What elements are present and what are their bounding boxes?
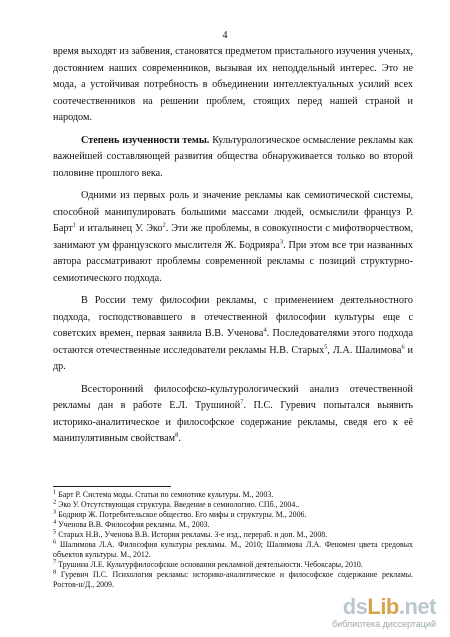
footnote-ref: 2 <box>162 221 166 229</box>
paragraph-comprehensive <box>53 382 413 448</box>
footnote-number: 1 <box>53 488 57 496</box>
footnote-ref: 1 <box>72 221 77 229</box>
paragraph-russia <box>53 293 413 376</box>
footnote-number: 7 <box>53 558 57 566</box>
footnote-ref: 6 <box>401 343 405 351</box>
footnote <box>53 490 413 500</box>
text-run: Одними из первых роль и значение рекламы как семиотической системы, способной манипулировать большими массами людей, осмыслили француз Р. Барт <box>53 190 413 234</box>
text-run: . <box>178 433 181 444</box>
watermark-logo <box>332 596 436 618</box>
footnote-number: 4 <box>53 518 57 526</box>
footnote-text: Гуревич П.С. Психология рекламы: историко-аналитическое и философское содержание рекламы. Ростов-н/Д., 2009. <box>53 570 413 589</box>
footnote-number: 5 <box>53 528 57 536</box>
watermark-subtitle: библиотека диссертаций <box>331 619 436 629</box>
footnote <box>53 510 413 520</box>
footnote-text: Шалимова Л.А. Философия культуры рекламы. М., 2010; Шалимова Л.А. Феномен цвета средовых объектов культуры. М., 2012. <box>53 540 413 559</box>
footnote-number: 3 <box>53 508 57 516</box>
text-run: . При этом все три названных автора рассматривают проблемы современной рекламы с позиций структурно-семиотического подхода. <box>53 239 413 284</box>
text-run: . П.С. Гуревич попытался выявить историко-аналитическое и философское содержание рекламы, сведя его к её манипулятивным свойствам <box>53 400 413 444</box>
footnote-ref: 5 <box>324 343 328 351</box>
footnote-text: Барт Р. Система моды. Статьи по семиотике культуры. М., 2003. <box>56 490 274 499</box>
watermark-logo-part: Lib <box>367 594 399 619</box>
footnote-number: 8 <box>53 568 57 576</box>
paragraph-semiotics <box>53 188 413 287</box>
footnote-text: Эко У. Отсутствующая структура. Введение в семиологию. СПб., 2004.. <box>56 500 300 509</box>
footnote-text: Трушина Л.Е. Культурфилософские основания рекламной деятельности. Чебоксары, 2010. <box>56 560 363 569</box>
footnote-number: 6 <box>53 538 57 546</box>
section-heading: Степень изученности темы. <box>81 134 210 146</box>
footnote <box>53 540 413 560</box>
footnote-text: Ученова В.В. Философия рекламы. М., 2003. <box>56 520 210 529</box>
body-text <box>53 44 413 454</box>
paragraph-intro-continuation: время выходят из забвения, становятся предметом пристального изучения ученых, достоянием наших современников, вызывая их неподдельный интерес. Это не мода, а устойчивая потребность в объединении интеллектуальных усилий всех соотечественников на решении проблем, стоящих перед нашей страной и народом. <box>53 46 413 123</box>
text-run: и др. <box>53 344 413 372</box>
footnote-text: Бодрияр Ж. Потребительское общество. Его мифы и структуры. М., 2006. <box>56 510 307 519</box>
text-run: и итальянец У. Эко <box>76 223 163 234</box>
footnotes <box>53 490 413 590</box>
footnote-text: Старых Н.В., Ученова В.В. История рекламы. 3-е изд., перераб. и доп. М., 2008. <box>56 530 328 539</box>
paragraph-research-degree <box>53 133 413 183</box>
paragraph-text: Культурологическое осмысление рекламы как важнейшей составляющей развития общества обнаруживается только во второй половине прошлого века. <box>53 134 413 179</box>
watermark-logo-part: .net <box>398 594 436 619</box>
footnote-ref: 8 <box>175 431 179 439</box>
footnote <box>53 530 413 540</box>
text-run: В России тему философии рекламы, с применением деятельностного подхода, господствовавшего в отечественной философии культуры еще с советских времен, первая заявила В.В. Ученова <box>53 295 413 339</box>
footnote-number: 2 <box>53 498 57 506</box>
watermark <box>332 596 436 629</box>
text-run: , Л.А. Шалимова <box>327 344 402 356</box>
footnote <box>53 560 413 570</box>
text-run: . Последователями этого подхода остаются отечественные исследователи рекламы Н.В. Старых <box>53 328 413 356</box>
text-run: Всесторонний философско-культурологический анализ отечественной рекламы дан в работе Е.Л. Трушиной <box>53 383 413 411</box>
footnote-ref: 7 <box>240 398 244 406</box>
footnote-divider <box>53 486 171 487</box>
footnote <box>53 570 413 590</box>
text-run: . Эти же проблемы, в совокупности с мифотворчеством, занимают ум французского мыслителя Ж. Бодрияра <box>53 223 413 251</box>
footnote-ref: 4 <box>263 326 267 334</box>
footnote <box>53 500 413 510</box>
watermark-logo-part: ds <box>342 594 368 619</box>
footnote <box>53 520 413 530</box>
footnote-ref: 3 <box>279 238 284 246</box>
page-number: 4 <box>222 30 228 41</box>
